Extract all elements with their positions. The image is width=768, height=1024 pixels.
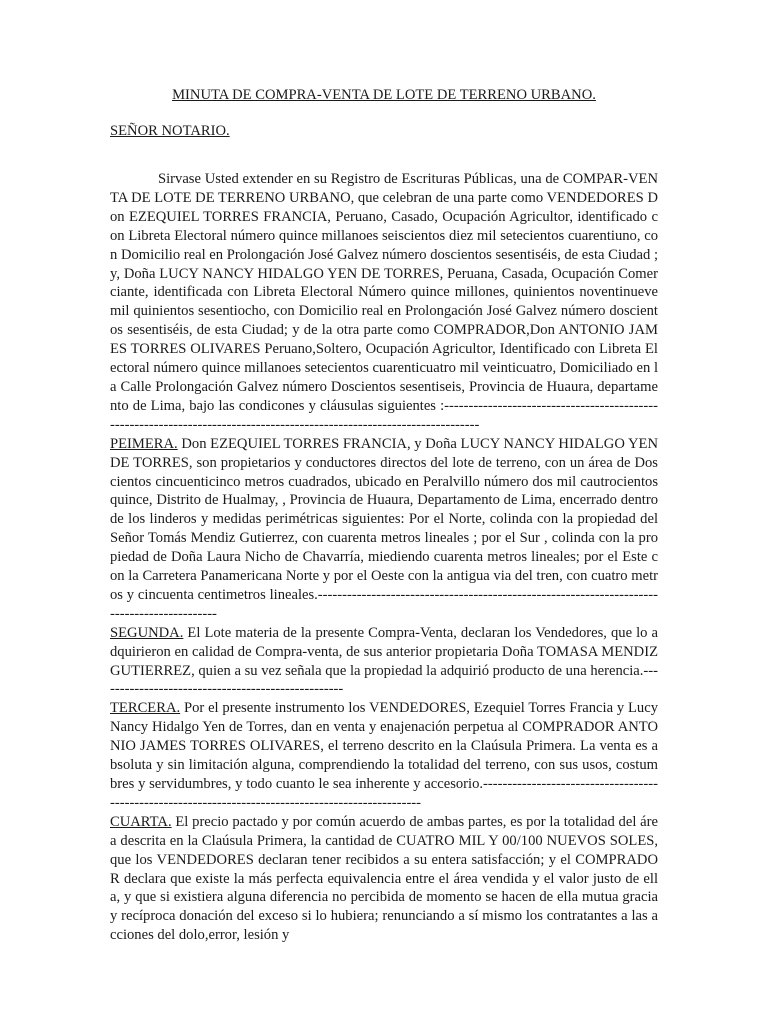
intro-paragraph: Sirvase Usted extender en su Registro de Escrituras Públicas, una de COMPAR-VENTA DE LOTE DE TERRENO URBANO, que celebran de una parte como VENDEDORES Don EZEQUIEL TORRES FRANCIA, Peruano, Casado, Ocupación Agricultor, identificado con Libreta Electoral número quince millanoes seiscientos diez mil setecientos cuarentiuno, con Domicilio real en Prolongación José Galvez número doscientos sesentiséis, de esta Ciudad ;y, Doña LUCY NANCY HIDALGO YEN DE TORRES, Peruana, Casada, Ocupación Comerciante, identificada con Libreta Electoral Número quince millones, quinientos noventinueve mil quinientos sesentiocho, con Domicilio real en Prolongación José Galvez número doscientos sesentiséis, de esta Ciudad; y de la otra parte como COMPRADOR,Don ANTONIO JAMES TORRES OLIVARES Peruano,Soltero, Ocupación Agricultor, Identificado con Libreta Electoral número quince millanoes setecientos cuarenticuatro mil veinticuatro, Domiciliado en la Calle Prolongación Galvez número Doscientos sesentiseis, Provincia de Huaura, departamento de Lima, bajo las condicones y cláusulas siguientes :------------------------------------------------------------------------------------------------------------------------: [110, 171, 658, 433]
clause-segunda: [110, 624, 658, 700]
clause-heading: CUARTA.: [110, 813, 172, 830]
clause-text: Por el presente instrumento los VENDEDORES, Ezequiel Torres Francia y Lucy Nancy Hidalgo Yen de Torres, dan en venta y enajenación perpetua al COMPRADOR ANTONIO JAMES TORRES OLIVARES, el terreno descrito en la Claúsula Primera. La venta es absoluta y sin limitación alguna, comprendiendo la totalidad del terreno, con sus usos, costumbres y servidumbres, y todo cuanto le sea inherente y accesorio.----------------------------------------------------------------------------------------------------: [110, 700, 658, 811]
clause-text: El precio pactado y por común acuerdo de ambas partes, es por la totalidad del área descrita en la Claúsula Primera, la cantidad de CUATRO MIL Y 00/100 NUEVOS SOLES, que los VENDEDORES declaran tener recibidos a su entera satisfacción; y el COMPRADOR declara que existe la más perfecta equivalencia entre el área vendida y el valor justo de ella, y que si existiera alguna diferencia no percibida de momento se hacen de ella mutua gracia y recíproca donación del exceso si lo hubiera; renunciando a sí mismo los contratantes a las acciones del dolo,error, lesión y: [110, 813, 658, 944]
clause-primera: [110, 435, 658, 624]
addressee: SEÑOR NOTARIO.: [110, 123, 230, 139]
clause-tercera: [110, 699, 658, 812]
document-body: [110, 170, 658, 945]
clause-text: El Lote materia de la presente Compra-Venta, declaran los Vendedores, que lo adquirieron en calidad de Compra-venta, de sus anterior propietaria Doña TOMASA MENDIZ GUTIERREZ, quien a su vez señala que la propiedad la adquirió producto de una herencia.---------------------------------------------------: [110, 624, 658, 698]
clause-heading: SEGUNDA.: [110, 624, 184, 641]
clause-heading: PEIMERA.: [110, 435, 178, 452]
clause-text: Don EZEQUIEL TORRES FRANCIA, y Doña LUCY NANCY HIDALGO YEN DE TORRES, son propietarios y conductores directos del lote de terreno, con un área de Doscientos cincuenticinco metros cuadrados, ubicado en Peralvillo número dos mil cautrocientos quince, Distrito de Hualmay, , Provincia de Huaura, Departamento de Lima, encerrado dentro de los linderos y medidas perimétricas siguientes: Por el Norte, colinda con la propiedad del Señor Tomás Mendiz Gutierrez, con cuarenta metros lineales ; por el Sur , colinda con la propiedad de Doña Laura Nicho de Chavarría, miediendo cuarenta metros lineales; por el Este con la Carretera Panamericana Norte y por el Oeste con la antigua via del tren, con cuatro metros y cincuenta centimetros lineales.--------------------------------------------------------------------------------------------: [110, 435, 658, 622]
clause-cuarta: [110, 813, 658, 945]
document-title: MINUTA DE COMPRA-VENTA DE LOTE DE TERRENO URBANO.: [172, 87, 596, 103]
clause-heading: TERCERA.: [110, 700, 181, 717]
